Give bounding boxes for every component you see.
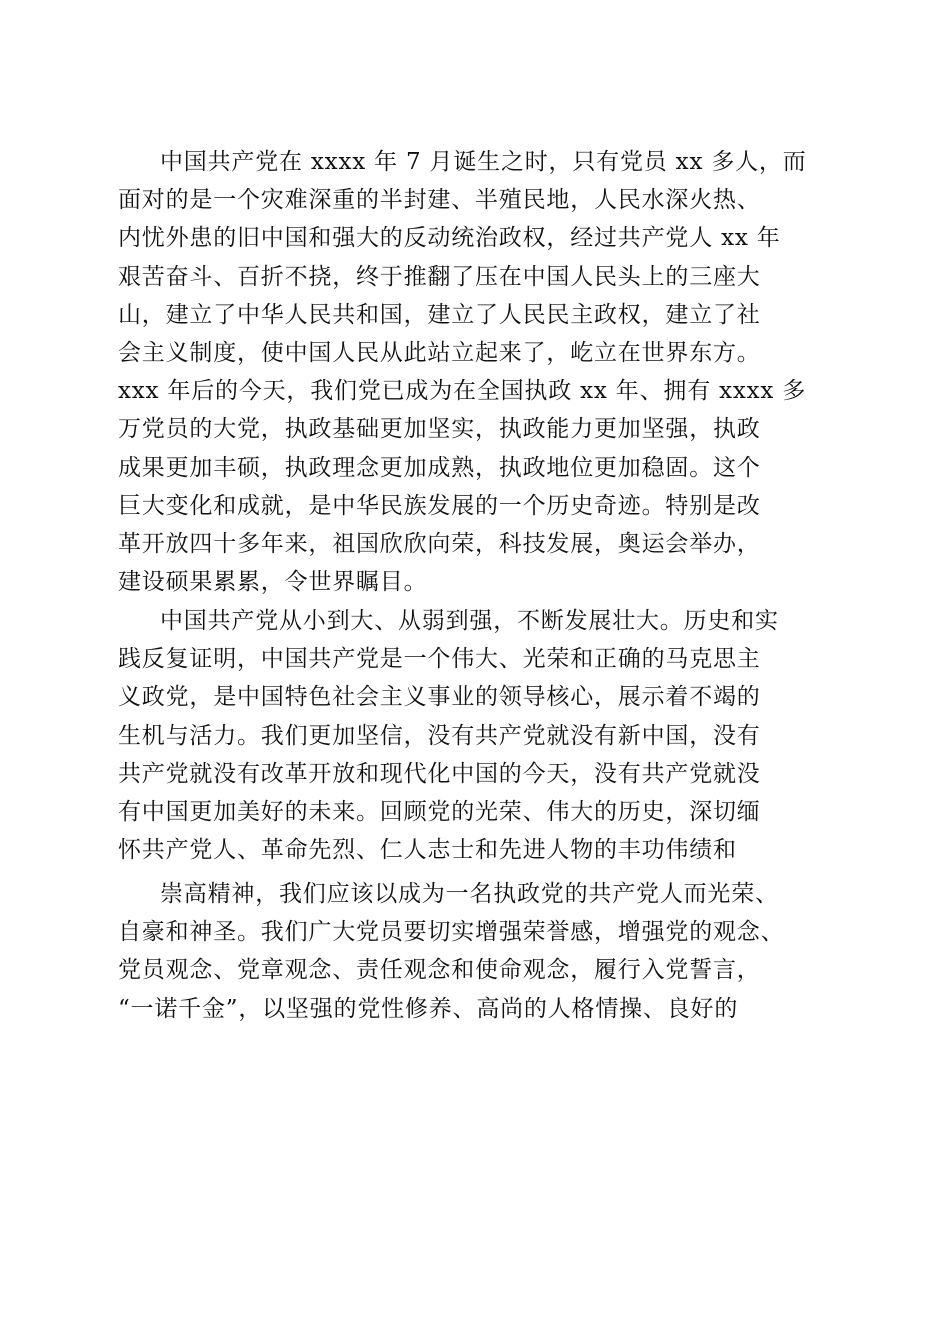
paragraph-line: 践反复证明，中国共产党是一个伟大、光荣和正确的马克思主: [118, 646, 761, 673]
paragraph-line: 内忧外患的旧中国和强大的反动统治政权，经过共产党人 xx 年: [118, 225, 781, 252]
paragraph-line: 怀共产党人、革命先烈、仁人志士和先进人物的丰功伟绩和: [118, 837, 737, 864]
paragraph-line: 成果更加丰硕，执政理念更加成熟，执政地位更加稳固。这个: [118, 454, 761, 481]
paragraph-line: 建设硕果累累，令世界瞩目。: [118, 569, 428, 596]
paragraph-line: 自豪和神圣。我们广大党员要切实增强荣誉感，增强党的观念、: [118, 919, 785, 946]
paragraph-2: [118, 602, 848, 869]
paragraph-line: 中国共产党从小到大、从弱到强，不断发展壮大。历史和实: [160, 608, 779, 634]
paragraph-line: 有中国更加美好的未来。回顾党的光荣、伟大的历史，深切缅: [118, 798, 761, 825]
paragraph-line: “一诺千金”，以坚强的党性修养、高尚的人格情操、良好的: [118, 995, 739, 1022]
paragraph-line: xxx 年后的今天，我们党已成为在全国执政 xx 年、拥有 xxxx 多: [118, 378, 807, 405]
paragraph-1: [118, 143, 848, 601]
paragraph-line: 义政党，是中国特色社会主义事业的领导核心，展示着不竭的: [118, 684, 761, 711]
paragraph-line: 艰苦奋斗、百折不挠，终于推翻了压在中国人民头上的三座大: [118, 263, 761, 290]
paragraph-line: 生机与活力。我们更加坚信，没有共产党就没有新中国，没有: [118, 722, 761, 749]
paragraph-line: 崇高精神，我们应该以成为一名执政党的共产党人而光荣、: [160, 881, 779, 907]
paragraph-line: 万党员的大党，执政基础更加坚实，执政能力更加坚强，执政: [118, 416, 761, 443]
paragraph-line: 山，建立了中华人民共和国，建立了人民民主政权，建立了社: [118, 301, 761, 328]
paragraph-line: 会主义制度，使中国人民从此站立起来了，屹立在世界东方。: [118, 339, 761, 366]
paragraph-line: 面对的是一个灾难深重的半封建、半殖民地，人民水深火热、: [118, 187, 761, 214]
paragraph-line: 党员观念、党章观念、责任观念和使命观念，履行入党誓言，: [118, 957, 761, 984]
paragraph-line: 共产党就没有改革开放和现代化中国的今天，没有共产党就没: [118, 760, 761, 787]
paragraph-3: [118, 875, 848, 1028]
paragraph-line: 中国共产党在 xxxx 年 7 月诞生之时，只有党员 xx 多人，而: [160, 149, 807, 175]
paragraph-line: 革开放四十多年来，祖国欣欣向荣，科技发展，奥运会举办，: [118, 530, 761, 557]
paragraph-line: 巨大变化和成就，是中华民族发展的一个历史奇迹。特别是改: [118, 492, 761, 519]
